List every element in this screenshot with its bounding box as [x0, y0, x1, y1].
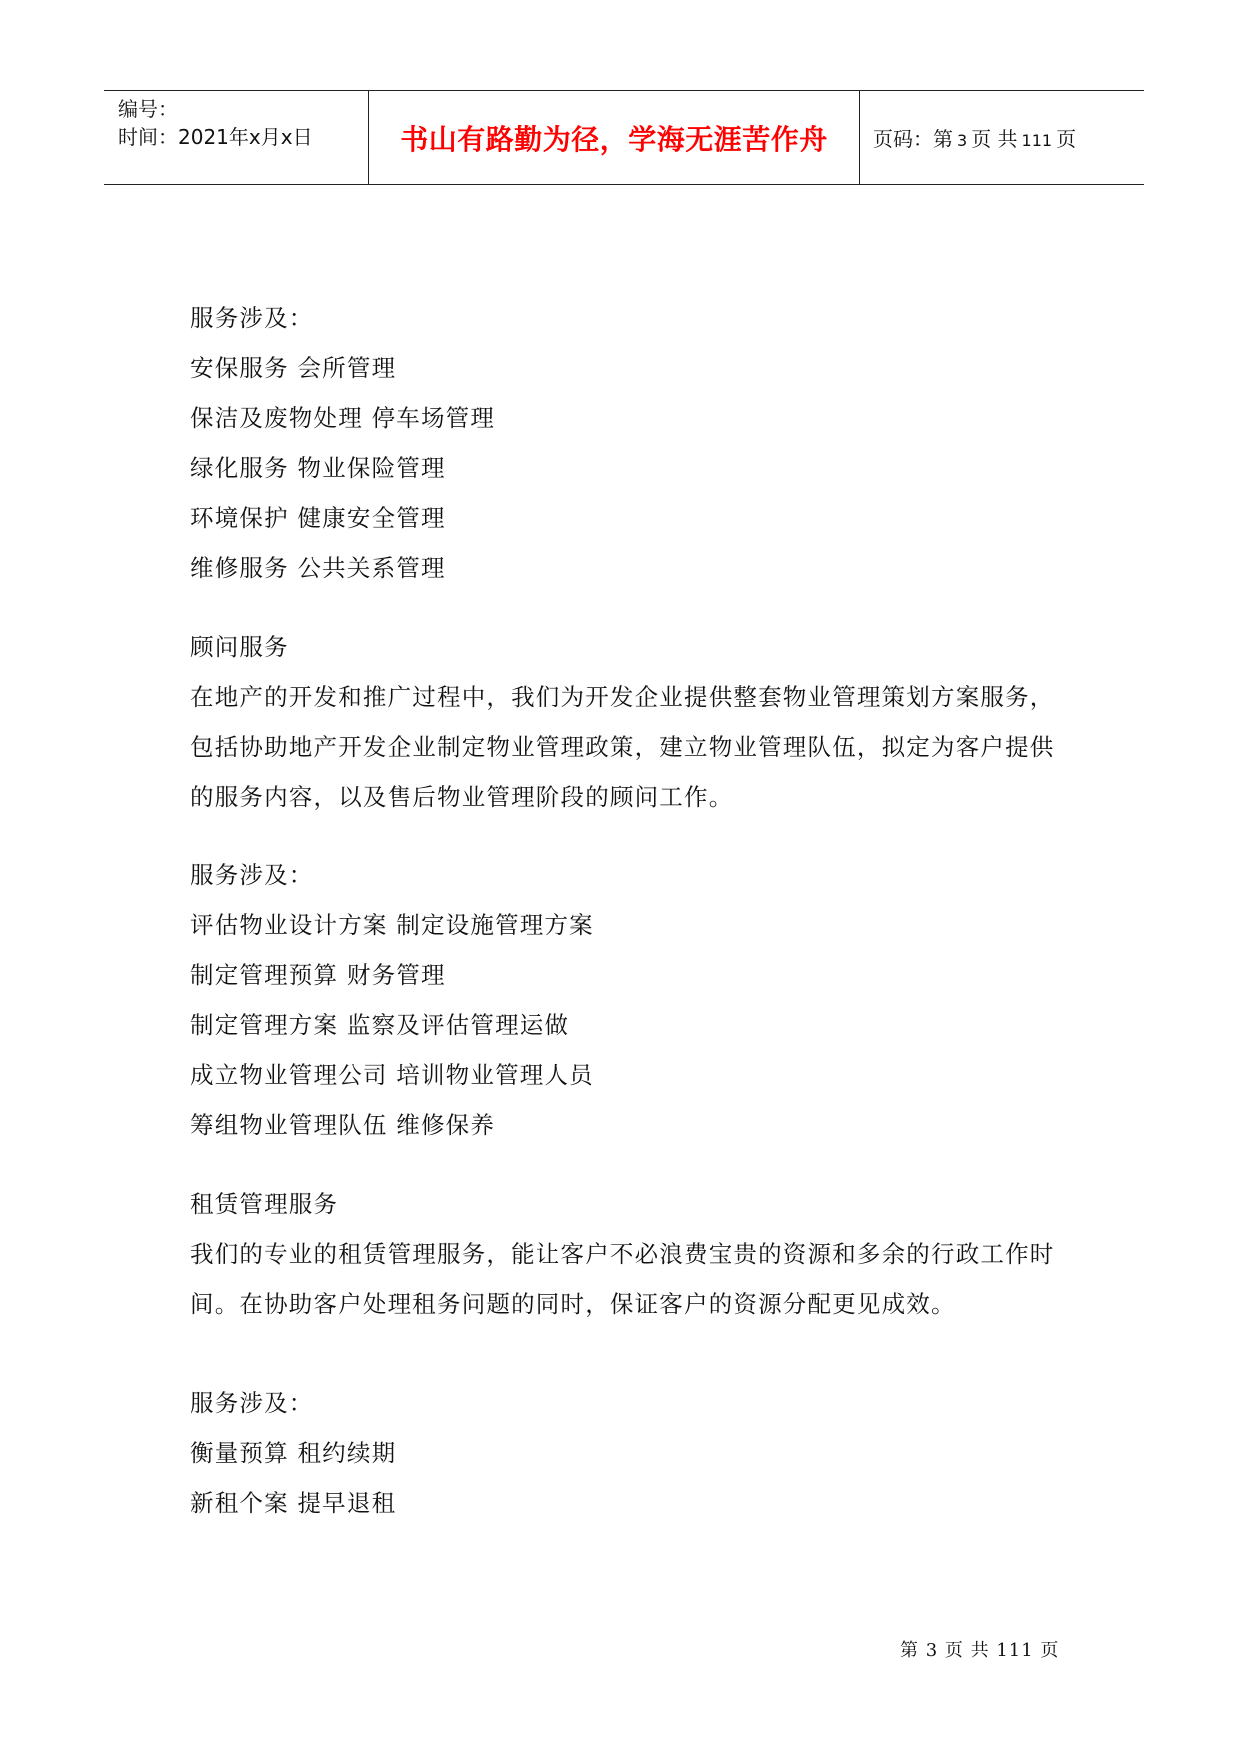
document-time-label: 时间：2021年x月x日	[118, 125, 313, 149]
list-item: 筹组物业管理队伍 维修保养	[190, 1111, 496, 1139]
document-number-label: 编号：	[118, 97, 178, 121]
page-code-suffix: 页	[1056, 127, 1077, 151]
header-page-code-cell	[860, 91, 1144, 184]
page-code-current: 3	[957, 131, 968, 150]
section-heading: 服务涉及：	[190, 861, 314, 889]
list-item: 环境保护 健康安全管理	[190, 504, 446, 532]
document-header	[104, 90, 1144, 185]
paragraph-line: 我们的专业的租赁管理服务，能让客户不必浪费宝贵的资源和多余的行政工作时	[190, 1240, 1055, 1268]
page-code-prefix: 页码：第	[873, 127, 953, 151]
list-item: 安保服务 会所管理	[190, 354, 397, 382]
page-code	[873, 123, 1076, 152]
list-item: 新租个案 提早退租	[190, 1489, 397, 1517]
paragraph-line: 间。在协助客户处理租务问题的同时，保证客户的资源分配更见成效。	[190, 1290, 956, 1318]
list-item: 成立物业管理公司 培训物业管理人员	[190, 1061, 594, 1089]
section-title: 租赁管理服务	[190, 1190, 339, 1218]
page-footer: 第 3 页 共 111 页	[900, 1640, 1060, 1661]
section-heading: 服务涉及：	[190, 304, 314, 332]
section-title: 顾问服务	[190, 633, 289, 661]
page-code-middle: 页 共	[971, 127, 1018, 151]
list-item: 评估物业设计方案 制定设施管理方案	[190, 911, 594, 939]
header-info-cell	[104, 91, 369, 184]
header-motto-cell	[369, 91, 860, 184]
list-item: 制定管理方案 监察及评估管理运做	[190, 1011, 570, 1039]
list-item: 保洁及废物处理 停车场管理	[190, 404, 496, 432]
paragraph-line: 包括协助地产开发企业制定物业管理政策，建立物业管理队伍，拟定为客户提供	[190, 733, 1055, 761]
paragraph-line: 的服务内容，以及售后物业管理阶段的顾问工作。	[190, 783, 734, 811]
paragraph-line: 在地产的开发和推广过程中，我们为开发企业提供整套物业管理策划方案服务，	[190, 683, 1055, 711]
motto-text: 书山有路勤为径，学海无涯苦作舟	[400, 122, 828, 156]
list-item: 维修服务 公共关系管理	[190, 554, 446, 582]
list-item: 绿化服务 物业保险管理	[190, 454, 446, 482]
list-item: 衡量预算 租约续期	[190, 1439, 397, 1467]
section-heading: 服务涉及：	[190, 1389, 314, 1417]
page-code-total: 111	[1021, 131, 1053, 150]
list-item: 制定管理预算 财务管理	[190, 961, 446, 989]
